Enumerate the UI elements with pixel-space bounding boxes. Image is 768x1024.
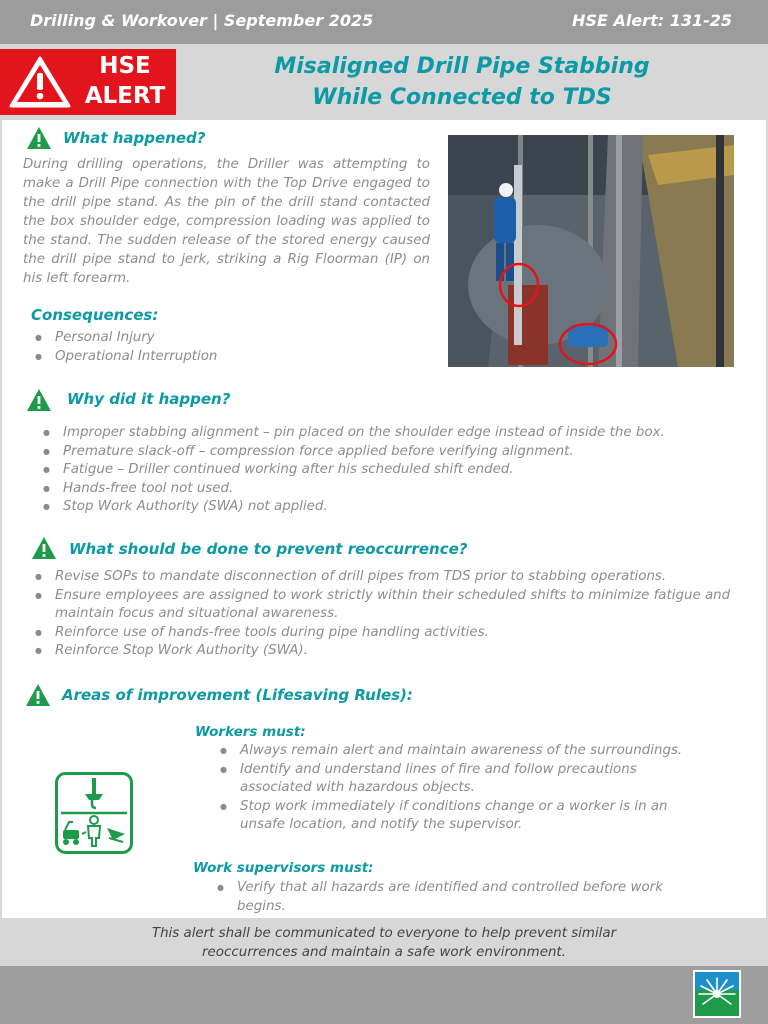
improvement-heading: Areas of improvement (Lifesaving Rules): xyxy=(62,686,413,704)
prevent-heading: What should be done to prevent reoccurrence? xyxy=(69,540,468,558)
department-date: Drilling & Workover | September 2025 xyxy=(30,11,374,30)
supervisors-list xyxy=(213,879,703,916)
supervisors-heading: Work supervisors must: xyxy=(193,860,374,876)
workers-heading: Workers must: xyxy=(195,724,306,740)
list-item: ● Improper stabbing alignment – pin placed on the shoulder edge instead of inside the box. xyxy=(33,424,743,443)
list-item: ● Hands-free tool not used. xyxy=(33,480,743,499)
warning-icon xyxy=(31,536,57,560)
list-item: ● Personal Injury xyxy=(31,329,411,348)
company-logo xyxy=(693,970,741,1018)
consequences-heading: Consequences: xyxy=(31,306,159,324)
prevent-list xyxy=(31,568,731,661)
workers-list xyxy=(216,742,686,835)
why-list xyxy=(33,424,743,517)
list-item: ● Stop Work Authority (SWA) not applied. xyxy=(33,498,743,517)
footer-text: This alert shall be communicated to everyone to help prevent similar reoccurrences and maintain a safe work environment. xyxy=(151,926,617,960)
list-item: ● Always remain alert and maintain awareness of the surroundings. xyxy=(216,742,686,761)
lifesaving-rule-icon xyxy=(55,772,133,854)
list-item: ● Stop work immediately if conditions change or a worker is in an unsafe location, and notify the supervisor. xyxy=(216,798,686,835)
rig-floor-illustration xyxy=(448,135,734,367)
badge-line-2: ALERT xyxy=(84,83,166,109)
title-line-1: Misaligned Drill Pipe Stabbing xyxy=(274,54,650,79)
page-title xyxy=(200,51,724,113)
list-item: ● Verify that all hazards are identified and controlled before work begins. xyxy=(213,879,703,916)
title-line-2: While Connected to TDS xyxy=(312,85,612,110)
incident-photo xyxy=(448,135,734,367)
warning-icon xyxy=(8,55,72,109)
list-item: ● Revise SOPs to mandate disconnection of drill pipes from TDS prior to stabbing operations. xyxy=(31,568,731,587)
list-item: ● Ensure employees are assigned to work strictly within their scheduled shifts to minimize fatigue and maintain focus and situational awareness. xyxy=(31,587,731,624)
warning-icon xyxy=(26,388,52,412)
list-item: ● Premature slack-off – compression force applied before verifying alignment. xyxy=(33,443,743,462)
list-item: ● Fatigue – Driller continued working after his scheduled shift ended. xyxy=(33,461,743,480)
alert-number: HSE Alert: 131-25 xyxy=(572,11,732,30)
list-item: ● Operational Interruption xyxy=(31,348,411,367)
what-happened-heading: What happened? xyxy=(63,129,206,147)
list-item: ● Identify and understand lines of fire and follow precautions associated with hazardous objects. xyxy=(216,761,686,798)
why-heading: Why did it happen? xyxy=(67,390,231,408)
badge-line-1: HSE xyxy=(99,53,151,79)
list-item: ● Reinforce Stop Work Authority (SWA). xyxy=(31,642,731,661)
hse-alert-badge xyxy=(0,49,176,115)
warning-icon xyxy=(26,126,52,150)
bottom-band xyxy=(0,966,768,1024)
warning-icon xyxy=(25,683,51,707)
top-bar xyxy=(0,0,768,44)
what-happened-text: During drilling operations, the Driller was attempting to make a Drill Pipe connection with the Top Drive engaged to the drill pipe stand. As the pin of the drill stand contacted the box shoulder edge, compression loading was applied to the stand. The sudden release of the stored energy caused the drill pipe stand to jerk, striking a Rig Floorman (IP) on his left forearm. xyxy=(23,157,430,286)
consequences-list xyxy=(31,329,411,366)
list-item: ● Reinforce use of hands-free tools during pipe handling activities. xyxy=(31,624,731,643)
